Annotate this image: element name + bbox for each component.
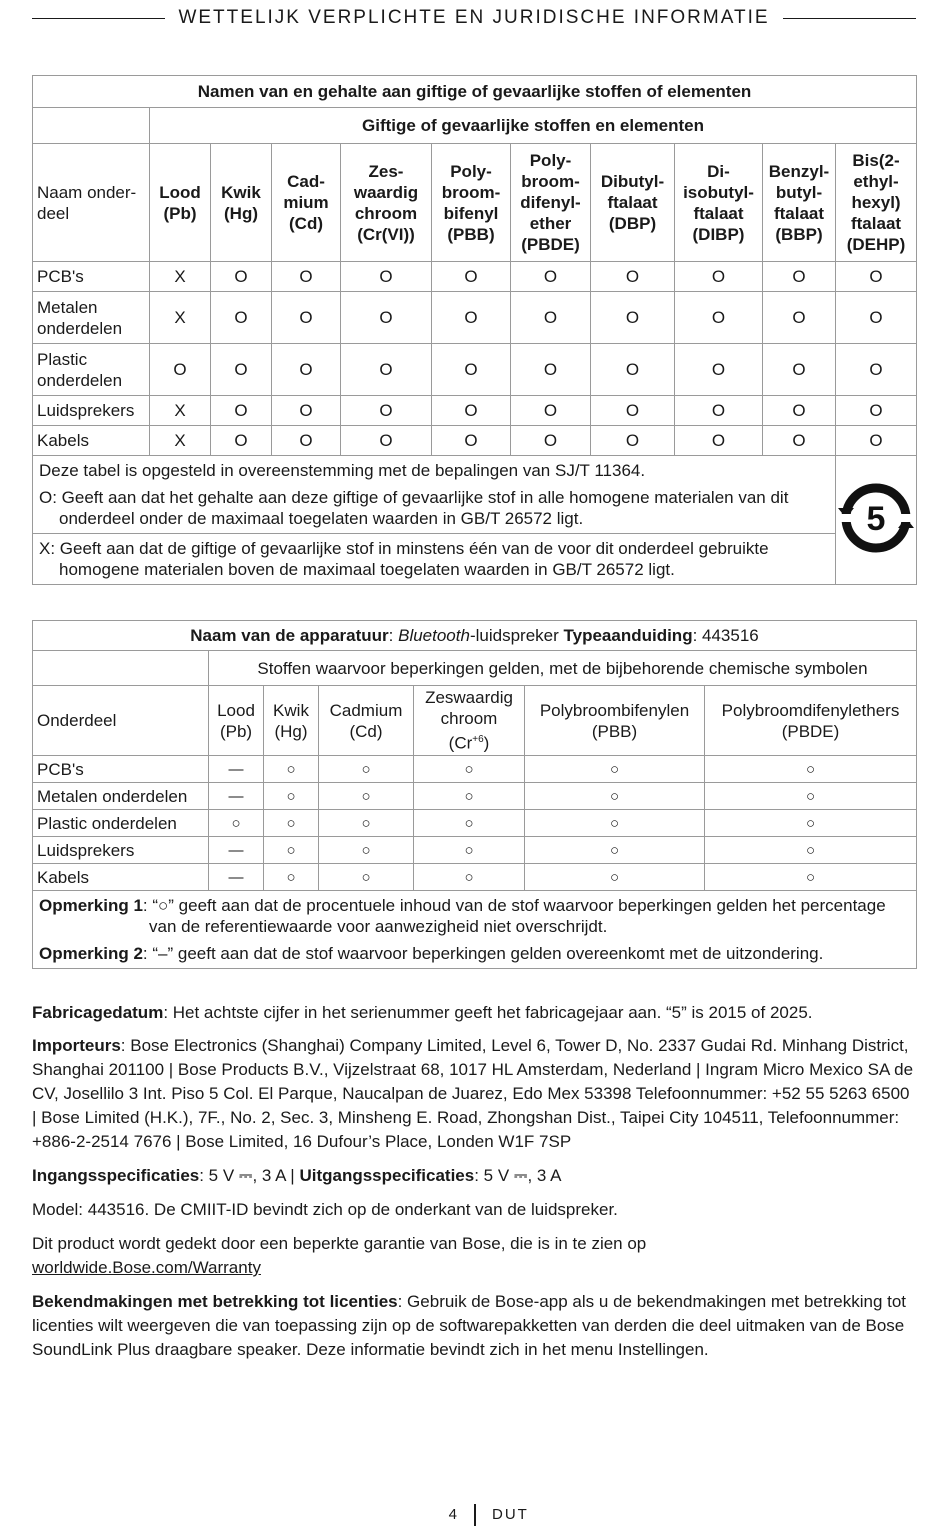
table-cell: O xyxy=(341,292,432,344)
table-row xyxy=(33,810,917,837)
table-cell: ○ xyxy=(414,783,525,810)
table-cell: ○ xyxy=(264,756,319,783)
table-cell: O xyxy=(591,344,675,396)
table-cell: O xyxy=(511,426,591,456)
table-cell: O xyxy=(272,344,341,396)
table-cell: O xyxy=(836,396,917,426)
table1-note-standard: Deze tabel is opgesteld in overeenstemming met de bepalingen van SJ/T 11364. xyxy=(39,461,646,480)
specifications: Ingangsspecificaties: 5 V ⎓, 3 A | Uitgangsspecificaties: 5 V ⎓, 3 A xyxy=(32,1166,562,1185)
table-cell: O xyxy=(211,396,272,426)
table-cell: — xyxy=(209,756,264,783)
warranty-link[interactable]: worldwide.Bose.com/Warranty xyxy=(32,1258,261,1277)
recycle-5-icon xyxy=(836,478,916,558)
model-info: Model: 443516. De CMIIT-ID bevindt zich op de onderkant van de luidspreker. xyxy=(32,1200,618,1219)
table-cell: O xyxy=(211,344,272,396)
table2-header-row xyxy=(33,686,917,756)
table1-header-row xyxy=(33,144,917,262)
part-name: Plastic onderdelen xyxy=(33,810,209,837)
table-cell: ○ xyxy=(414,810,525,837)
table-cell: O xyxy=(591,292,675,344)
table-cell: ○ xyxy=(414,837,525,864)
table-cell: ○ xyxy=(319,864,414,891)
manufacture-date: Fabricagedatum: Het achtste cijfer in het serienummer geeft het fabricagejaar aan. “5” is 2015 of 2025. xyxy=(32,1003,813,1022)
table-cell: O xyxy=(591,396,675,426)
table-cell: O xyxy=(511,292,591,344)
license-info: Bekendmakingen met betrekking tot licenties: Gebruik de Bose-app als u de bekendmakingen met betrekking tot licenties wilt weergeven die van toepassing zijn op de softwarepakketten van derden die deel uitmaken van de Bose SoundLink Plus draagbare speaker. Deze informatie bevindt zich in het menu Instellingen. xyxy=(32,1292,907,1359)
table1-col-header: Poly- broom- difenyl- ether (PBDE) xyxy=(511,144,591,262)
part-name: Plastic onderdelen xyxy=(33,344,150,396)
part-name: Luidsprekers xyxy=(33,837,209,864)
footer-divider xyxy=(474,1504,476,1526)
restricted-substances-table xyxy=(32,620,917,969)
table-cell: O xyxy=(272,292,341,344)
table-cell: O xyxy=(836,426,917,456)
table2-subtitle: Stoffen waarvoor beperkingen gelden, met de bijbehorende chemische symbolen xyxy=(209,651,917,686)
table1-title: Namen van en gehalte aan giftige of gevaarlijke stoffen of elementen xyxy=(33,76,917,108)
table2-part-header: Onderdeel xyxy=(33,686,209,756)
table-cell: O xyxy=(432,262,511,292)
table2-col-header: Kwik (Hg) xyxy=(264,686,319,756)
table-cell: ○ xyxy=(525,756,705,783)
table2-title: Naam van de apparatuur: Bluetooth-luidspreker Typeaanduiding: 443516 xyxy=(33,621,917,651)
table2-col-header: Polybroomdifenylethers (PBDE) xyxy=(705,686,917,756)
table-cell: ○ xyxy=(319,783,414,810)
table2-note-2: Opmerking 2: “–” geeft aan dat de stof waarvoor beperkingen gelden overeenkomt met de uitzondering. xyxy=(39,944,824,963)
table-cell: ○ xyxy=(525,864,705,891)
page-header xyxy=(32,6,916,30)
table-row xyxy=(33,756,917,783)
table-cell: O xyxy=(763,292,836,344)
table-row xyxy=(33,426,917,456)
table1-note-x: X: Geeft aan dat de giftige of gevaarlijke stof in minstens één van de voor dit onderdeel gebruikte homogene materialen boven de maximaal toegelaten waarden in GB/T 26572 ligt. xyxy=(39,539,769,579)
table-cell: O xyxy=(591,262,675,292)
table-cell: O xyxy=(341,426,432,456)
table-cell: O xyxy=(511,396,591,426)
table1-col-header: Cad- mium (Cd) xyxy=(272,144,341,262)
table-cell: O xyxy=(211,292,272,344)
table-cell: O xyxy=(341,262,432,292)
table-cell: X xyxy=(150,292,211,344)
warranty-info: Dit product wordt gedekt door een beperkte garantie van Bose, die is in te zien op worldwide.Bose.com/Warranty xyxy=(32,1234,647,1277)
part-name: PCB's xyxy=(33,262,150,292)
table-cell: O xyxy=(675,262,763,292)
table1-notes xyxy=(33,456,836,534)
table2-note-1: Opmerking 1: “○” geeft aan dat de procentuele inhoud van de stof waarvoor beperkingen gelden het percentage van de referentiewaarde voor aanwezigheid niet overschrijdt. xyxy=(39,896,886,936)
table-cell: O xyxy=(591,426,675,456)
table-cell: — xyxy=(209,837,264,864)
part-name: Kabels xyxy=(33,864,209,891)
table-cell: O xyxy=(836,262,917,292)
part-name: Metalen onderdelen xyxy=(33,783,209,810)
table1-col-header: Kwik (Hg) xyxy=(211,144,272,262)
table-cell: O xyxy=(763,396,836,426)
part-name: PCB's xyxy=(33,756,209,783)
table-cell: O xyxy=(675,396,763,426)
table-cell: O xyxy=(272,396,341,426)
table-cell: O xyxy=(432,344,511,396)
table-row xyxy=(33,344,917,396)
table-cell: — xyxy=(209,864,264,891)
table-cell: X xyxy=(150,262,211,292)
table2-notes xyxy=(33,891,917,969)
table-cell: ○ xyxy=(705,810,917,837)
table-cell: ○ xyxy=(525,783,705,810)
table-cell: O xyxy=(341,396,432,426)
table-cell: O xyxy=(511,262,591,292)
table-cell: O xyxy=(272,426,341,456)
table-cell: O xyxy=(432,292,511,344)
table1-col-header: Di- isobutyl- ftalaat (DIBP) xyxy=(675,144,763,262)
table-row xyxy=(33,864,917,891)
table-cell: O xyxy=(511,344,591,396)
table-cell: O xyxy=(675,426,763,456)
table-cell: O xyxy=(836,292,917,344)
table-cell: ○ xyxy=(264,783,319,810)
table-cell: O xyxy=(432,426,511,456)
table2-col-header: Polybroombifenylen (PBB) xyxy=(525,686,705,756)
table-cell: ○ xyxy=(319,810,414,837)
table-cell: O xyxy=(763,344,836,396)
table-cell: O xyxy=(150,344,211,396)
table1-part-header: Naam onder- deel xyxy=(33,144,150,262)
table-cell: O xyxy=(763,426,836,456)
table-cell: O xyxy=(211,262,272,292)
table-cell: ○ xyxy=(414,864,525,891)
table-cell: ○ xyxy=(209,810,264,837)
table-cell: ○ xyxy=(264,837,319,864)
table1-subtitle: Giftige of gevaarlijke stoffen en elementen xyxy=(150,108,917,144)
table-cell: X xyxy=(150,396,211,426)
table-cell: ○ xyxy=(525,810,705,837)
table2-col-header: Lood (Pb) xyxy=(209,686,264,756)
language-code: DUT xyxy=(492,1506,529,1523)
table-cell: ○ xyxy=(705,837,917,864)
table-row xyxy=(33,783,917,810)
table-cell: X xyxy=(150,426,211,456)
table-cell: O xyxy=(341,344,432,396)
table-cell: O xyxy=(675,292,763,344)
part-name: Kabels xyxy=(33,426,150,456)
svg-text:5: 5 xyxy=(866,499,886,538)
table-cell: O xyxy=(272,262,341,292)
page-number: 4 xyxy=(448,1506,458,1523)
table1-blank-cell xyxy=(33,108,150,144)
table2-col-header: Zeswaardig chroom $(Cr^{+6})$ xyxy=(414,686,525,756)
table2-col-header: Cadmium (Cd) xyxy=(319,686,414,756)
table1-col-header: Zes- waardig chroom (Cr(VI)) xyxy=(341,144,432,262)
table-cell: — xyxy=(209,783,264,810)
table-cell: ○ xyxy=(525,837,705,864)
table-cell: ○ xyxy=(264,864,319,891)
part-name: Luidsprekers xyxy=(33,396,150,426)
table-cell: ○ xyxy=(319,837,414,864)
table-cell: O xyxy=(211,426,272,456)
table-cell: ○ xyxy=(705,756,917,783)
table1-col-header: Lood (Pb) xyxy=(150,144,211,262)
table-cell: ○ xyxy=(264,810,319,837)
table-row xyxy=(33,292,917,344)
table1-col-header: Poly- broom- bifenyl (PBB) xyxy=(432,144,511,262)
table-cell: O xyxy=(432,396,511,426)
table-cell: O xyxy=(675,344,763,396)
table-cell: ○ xyxy=(319,756,414,783)
table-cell: ○ xyxy=(705,864,917,891)
table-cell: ○ xyxy=(414,756,525,783)
page-title: WETTELIJK VERPLICHTE EN JURIDISCHE INFORMATIE xyxy=(178,7,770,28)
part-name: Metalen onderdelen xyxy=(33,292,150,344)
importers: Importeurs: Bose Electronics (Shanghai) Company Limited, Level 6, Tower D, No. 2337 Gudai Rd. Minhang District, Shanghai 201100 | Bose Products B.V., Vijzelstraat 68, 1017 HL Amsterdam, Nederland | Ingram Micro Mexico SA de CV, Josellilo 3 Int. Piso 5 Col. El Parque, Naucalpan de Juarez, Edo Mex 53398 Telefoonnummer: +52 55 5263 6500 | Bose Limited (H.K.), 7F., No. 2, Sec. 3, Minsheng E. Road, Zhongshan Dist., Taipei City 104511, Telefoonnummer: +886-2-2514 7676 | Bose Limited, 16 Dufour’s Place, Londen W1F 7SP xyxy=(32,1036,914,1151)
table-row xyxy=(33,262,917,292)
table1-notes-x xyxy=(33,534,836,585)
header-rule-right xyxy=(783,18,916,19)
epup-logo xyxy=(836,456,917,585)
table-row xyxy=(33,396,917,426)
table1-col-header: Dibutyl- ftalaat (DBP) xyxy=(591,144,675,262)
table-cell: O xyxy=(836,344,917,396)
table2-blank-cell xyxy=(33,651,209,686)
table1-col-header: Benzyl- butyl- ftalaat (BBP) xyxy=(763,144,836,262)
table1-note-o: O: Geeft aan dat het gehalte aan deze giftige of gevaarlijke stof in alle homogene materialen van dit onderdeel onder de maximaal toegelaten waarden in GB/T 26572 ligt. xyxy=(39,488,789,528)
table1-col-header: Bis(2- ethyl- hexyl) ftalaat (DEHP) xyxy=(836,144,917,262)
hazardous-substances-table xyxy=(32,75,917,585)
table-cell: O xyxy=(763,262,836,292)
table-cell: ○ xyxy=(705,783,917,810)
page-footer xyxy=(0,1504,950,1528)
table-row xyxy=(33,837,917,864)
